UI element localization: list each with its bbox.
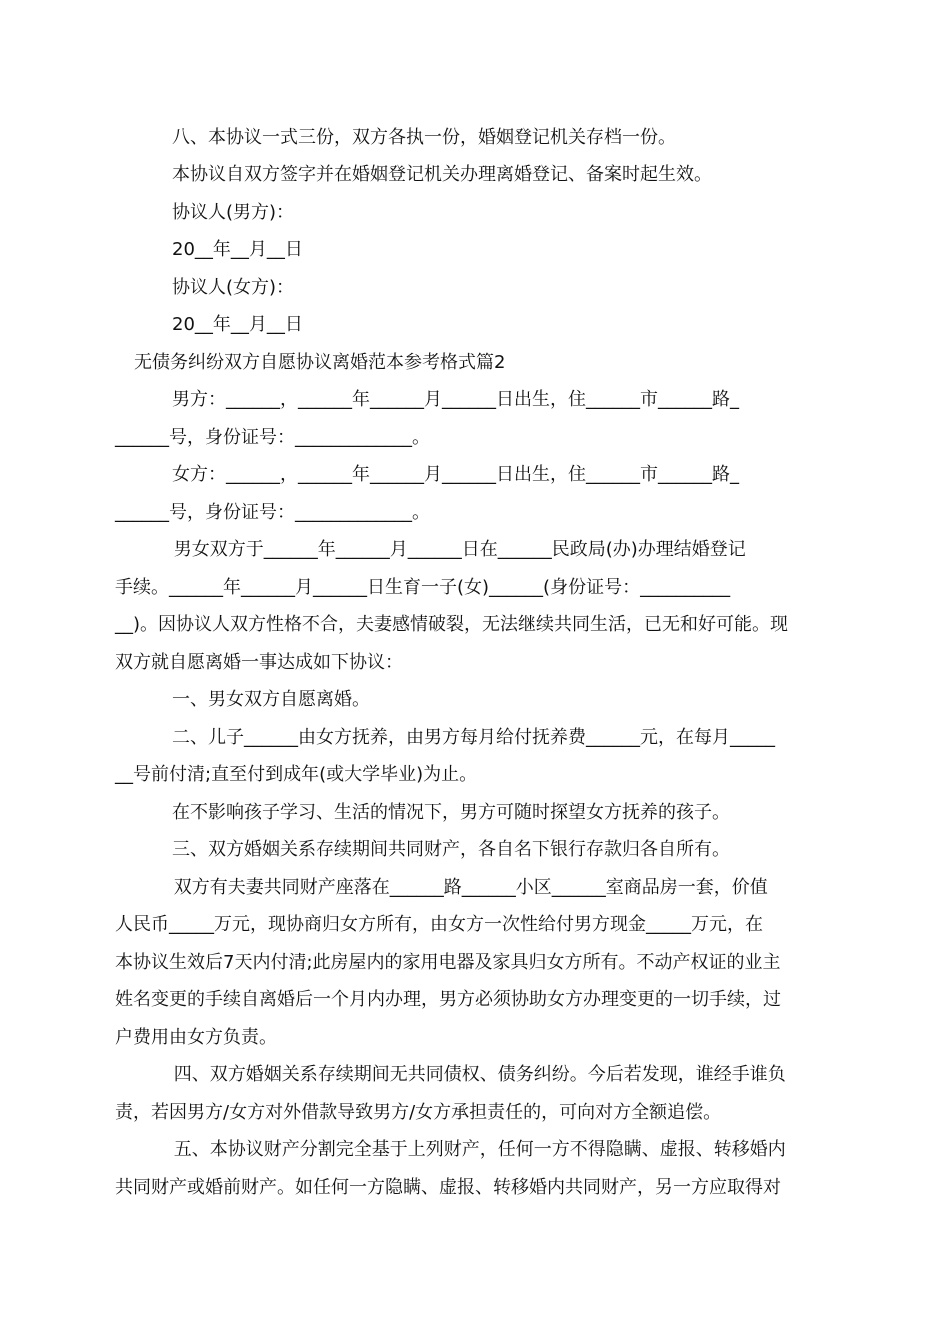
clause-four-continued: 责，若因男方/女方对外借款导致男方/女方承担责任的，可向对方全额追偿。 <box>115 1102 722 1123</box>
signature-date-female: 20__年__月__日 <box>172 314 303 335</box>
female-party-line: 女方：______，______年______月______日出生，住______市______路_ <box>172 464 739 485</box>
property-line-1: 双方有夫妻共同财产座落在______路______小区______室商品房一套，价值 <box>168 877 768 898</box>
clause-four: 四、双方婚姻关系存续期间无共同债权、债务纠纷。今后若发现，谁经手谁负 <box>168 1064 786 1085</box>
agreement-intro-line: 双方就自愿离婚一事达成如下协议： <box>115 652 403 673</box>
clause-five-continued: 共同财产或婚前财产。如任何一方隐瞒、虚报、转移婚内共同财产，另一方应取得对 <box>115 1177 781 1198</box>
clause-one: 一、男女双方自愿离婚。 <box>172 689 370 710</box>
child-birth-line: 手续。______年______月______日生育一子(女)______(身份证号：__________ <box>115 577 731 598</box>
effective-clause: 本协议自双方签字并在婚姻登记机关办理离婚登记、备案时起生效。 <box>172 164 712 185</box>
marriage-registration-line: 男女双方于______年______月______日在______民政局(办)办理结婚登记 <box>168 539 746 560</box>
male-party-line: 男方：______，______年______月______日出生，住______市______路_ <box>172 389 739 410</box>
visitation-clause: 在不影响孩子学习、生活的情况下，男方可随时探望女方抚养的孩子。 <box>172 802 730 823</box>
clause-two: 二、儿子______由女方抚养，由男方每月给付抚养费______元，在每月_____ <box>172 727 775 748</box>
property-line-2: 人民币_____万元，现协商归女方所有，由女方一次性给付男方现金_____万元，在 <box>115 914 763 935</box>
clause-two-continued: __号前付清;直至付到成年(或大学毕业)为止。 <box>115 764 478 785</box>
clause-five: 五、本协议财产分割完全基于上列财产，任何一方不得隐瞒、虚报、转移婚内 <box>168 1139 786 1160</box>
property-line-3: 本协议生效后7天内付清;此房屋内的家用电器及家具归女方所有。不动产权证的业主 <box>115 952 781 973</box>
female-party-id-line: ______号，身份证号：_____________。 <box>115 502 430 523</box>
clause-eight: 八、本协议一式三份，双方各执一份，婚姻登记机关存档一份。 <box>172 127 676 148</box>
section-heading: 无债务纠纷双方自愿协议离婚范本参考格式篇2 <box>134 352 506 373</box>
signatory-male: 协议人(男方)： <box>172 202 295 223</box>
property-line-4: 姓名变更的手续自离婚后一个月内办理，男方必须协助女方办理变更的一切手续，过 <box>115 989 781 1010</box>
property-line-5: 户费用由女方负责。 <box>115 1027 277 1048</box>
signatory-female: 协议人(女方)： <box>172 277 295 298</box>
clause-three: 三、双方婚姻关系存续期间共同财产，各自名下银行存款归各自所有。 <box>172 839 730 860</box>
signature-date-male: 20__年__月__日 <box>172 239 303 260</box>
male-party-id-line: ______号，身份证号：_____________。 <box>115 427 430 448</box>
reason-line: __)。因协议人双方性格不合，夫妻感情破裂，无法继续共同生活，已无和好可能。现 <box>115 614 789 635</box>
